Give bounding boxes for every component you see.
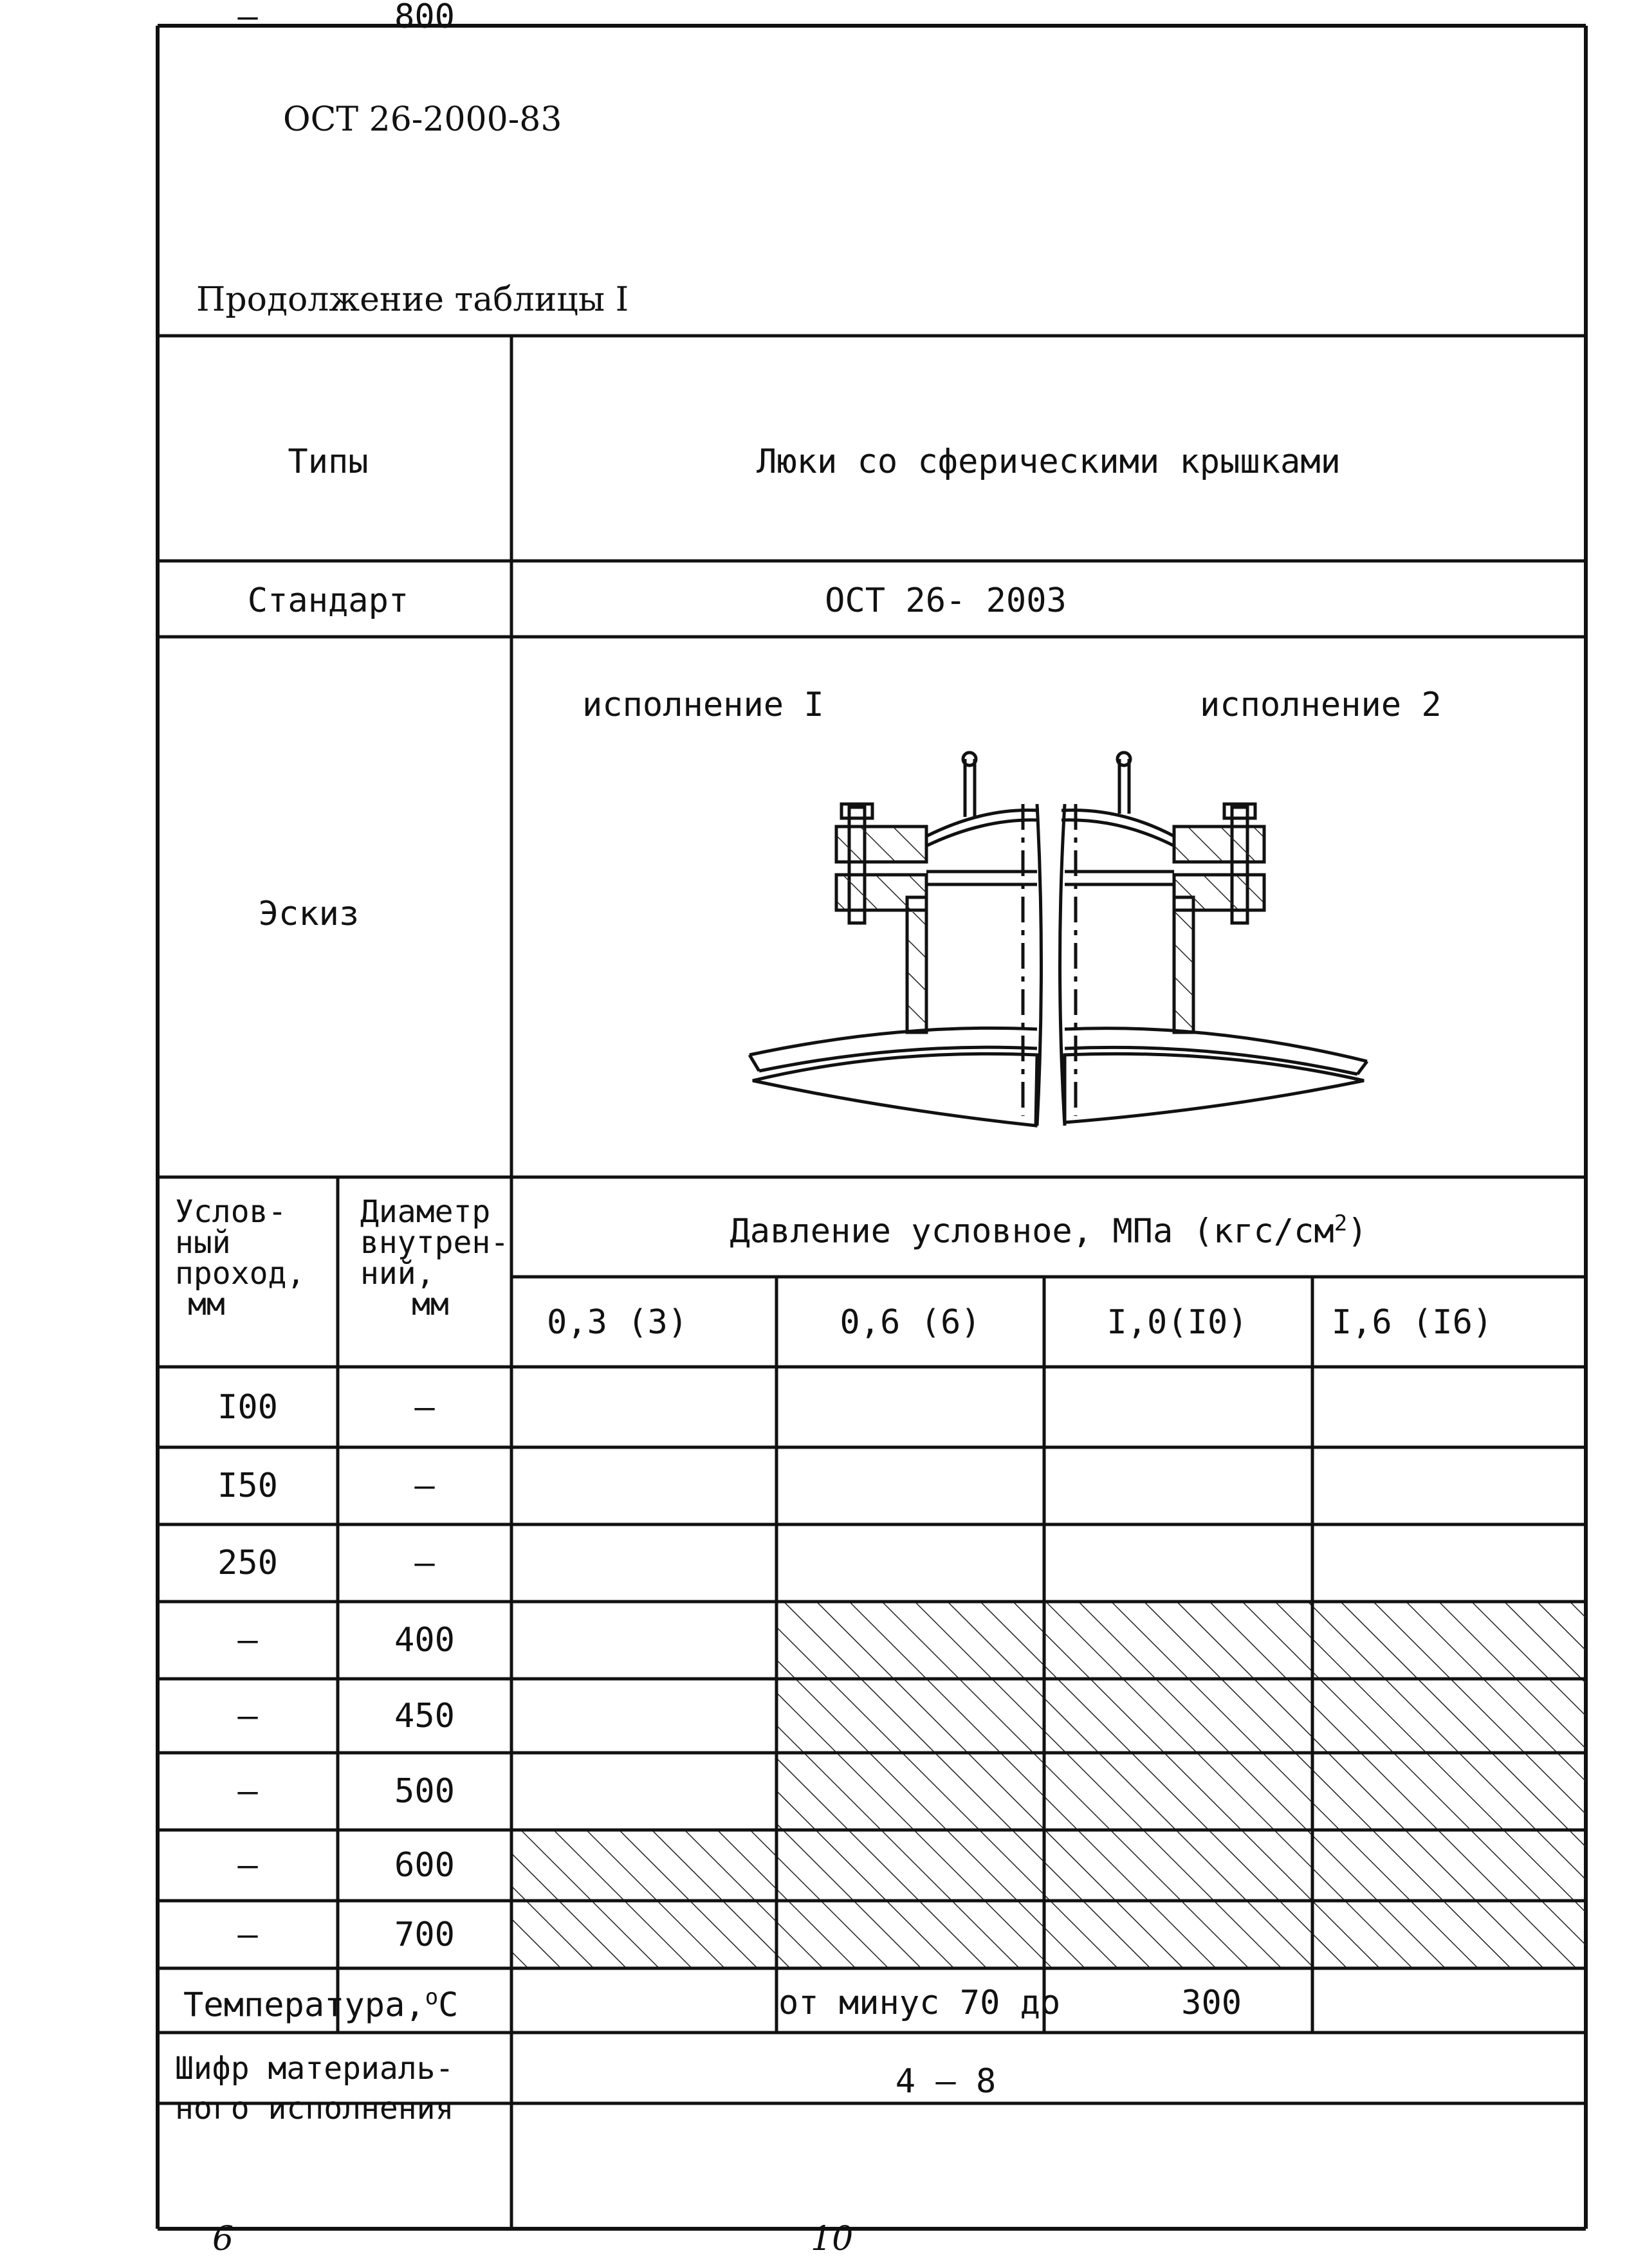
hatched-cell xyxy=(777,1679,1044,1753)
material-value: 4 – 8 xyxy=(895,2062,997,2101)
row-inner-diameter: – xyxy=(414,1467,435,1505)
header-line: мм xyxy=(188,1286,225,1322)
header-line: Услов- xyxy=(175,1194,287,1230)
hatched-cell xyxy=(777,1602,1044,1679)
temperature-value: от минус 70 до 300 xyxy=(778,1984,1242,2022)
inner-diameter-header xyxy=(360,1196,509,1320)
header-line: ний, xyxy=(360,1256,435,1292)
pressure-header-tail: ) xyxy=(1347,1212,1368,1251)
pressure-header-text: Давление условное, МПа (кгс/см xyxy=(730,1212,1334,1251)
temperature-degree: o xyxy=(425,1984,439,2010)
temperature-label xyxy=(183,1984,459,2025)
hatched-cell xyxy=(1044,1679,1312,1753)
header-line: внутрен- xyxy=(360,1225,510,1261)
temperature-label-text: Температура, xyxy=(183,1986,425,2025)
temperature-unit: С xyxy=(438,1986,459,2025)
hatched-cell xyxy=(777,1753,1044,1830)
row-inner-diameter: 400 xyxy=(394,1621,455,1660)
hatched-cell xyxy=(1044,1830,1312,1901)
hatched-cell xyxy=(1312,1679,1586,1753)
hatched-cell xyxy=(511,1901,777,1968)
sketch-label: Эскиз xyxy=(258,895,360,933)
header-line: проход, xyxy=(175,1256,306,1292)
types-value: Люки со сферическими крышками xyxy=(757,443,1341,481)
hatched-cell xyxy=(1312,1602,1586,1679)
document-code: ОСТ 26-2000-83 xyxy=(283,100,562,139)
manhole-sketch xyxy=(749,753,1367,1126)
hatched-cell xyxy=(777,1830,1044,1901)
row-nominal-bore: I50 xyxy=(217,1467,278,1505)
hatched-cell xyxy=(1312,1901,1586,1968)
row-nominal-bore: – xyxy=(237,0,258,36)
row-nominal-bore: – xyxy=(237,1846,258,1885)
material-label-line: ного исполнения xyxy=(175,2090,454,2127)
pressure-col-2: I,0(I0) xyxy=(1107,1303,1248,1342)
header-line: ный xyxy=(175,1225,231,1261)
hatched-cell xyxy=(1044,1753,1312,1830)
hatched-cell xyxy=(511,1830,777,1901)
row-nominal-bore: I00 xyxy=(217,1387,278,1427)
row-inner-diameter: 450 xyxy=(394,1696,455,1735)
pressure-col-1: 0,6 (6) xyxy=(840,1303,981,1342)
row-nominal-bore: – xyxy=(237,1696,258,1735)
row-nominal-bore: – xyxy=(237,1621,258,1660)
hatched-cell xyxy=(1312,1753,1586,1830)
sketch-version-2-label: исполнение 2 xyxy=(1200,686,1442,724)
page-number: 10 xyxy=(811,2220,854,2258)
footer-left-mark: 6 xyxy=(212,2220,234,2258)
nominal-bore-header xyxy=(175,1196,305,1320)
sketch-hatching xyxy=(838,828,1263,1031)
hatched-cell xyxy=(1044,1901,1312,1968)
row-inner-diameter: 500 xyxy=(394,1772,455,1811)
pressure-header xyxy=(730,1211,1368,1251)
row-nominal-bore: 250 xyxy=(217,1544,278,1582)
row-nominal-bore: – xyxy=(237,1915,258,1954)
row-inner-diameter: – xyxy=(414,1544,435,1582)
material-label-line: Шифр материаль- xyxy=(175,2051,454,2087)
hatched-cell xyxy=(1044,1602,1312,1679)
hatched-cell xyxy=(777,1901,1044,1968)
sketch-version-1-label: исполнение I xyxy=(582,686,824,724)
pressure-col-3: I,6 (I6) xyxy=(1331,1303,1493,1342)
standard-value: ОСТ 26- 2003 xyxy=(825,581,1067,620)
header-line: Диаметр xyxy=(360,1194,491,1230)
material-label xyxy=(175,2049,454,2129)
header-line: мм xyxy=(412,1286,449,1322)
row-nominal-bore: – xyxy=(237,1772,258,1811)
row-inner-diameter: 700 xyxy=(394,1915,455,1954)
standard-label: Стандарт xyxy=(247,581,409,620)
table-continuation-caption: Продолжение таблицы I xyxy=(196,280,629,319)
hatched-cell xyxy=(1312,1830,1586,1901)
pressure-col-0: 0,3 (3) xyxy=(547,1303,688,1342)
row-inner-diameter: 600 xyxy=(394,1846,455,1885)
pressure-header-sup: 2 xyxy=(1334,1211,1348,1236)
hatched-cells xyxy=(511,1602,1586,1968)
types-label: Типы xyxy=(288,443,369,481)
row-inner-diameter: – xyxy=(414,1387,435,1427)
row-inner-diameter: 800 xyxy=(394,0,455,36)
